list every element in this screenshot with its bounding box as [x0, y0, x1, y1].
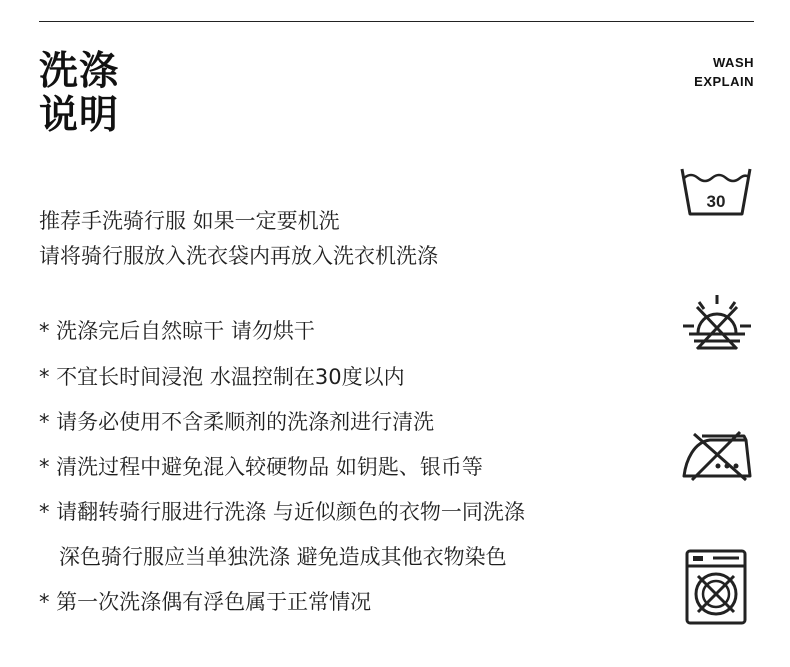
care-note-turn-inside-out: * 请翻转骑行服进行洗涤 与近似颜色的衣物一同洗涤 [39, 500, 525, 524]
intro-line-2: 请将骑行服放入洗衣袋内再放入洗衣机洗涤 [39, 244, 438, 268]
subtitle-line-1: WASH [713, 55, 754, 70]
page-title [39, 50, 119, 138]
intro-line-1: 推荐手洗骑行服 如果一定要机洗 [39, 209, 340, 233]
care-note-dry-naturally: * 洗涤完后自然晾干 请勿烘干 [39, 319, 315, 343]
page-subtitle [694, 53, 754, 91]
wash-30-icon [679, 166, 753, 218]
no-tumble-dry-icon [684, 548, 748, 626]
no-iron-icon [680, 430, 754, 482]
subtitle-line-2: EXPLAIN [694, 74, 754, 89]
no-sun-dry-icon [681, 293, 753, 355]
care-note-no-hard-objects: * 清洗过程中避免混入较硬物品 如钥匙、银币等 [39, 455, 483, 479]
care-note-dark-separately: 深色骑行服应当单独洗涤 避免造成其他衣物染色 [59, 545, 507, 569]
care-note-soak-temperature: * 不宜长时间浸泡 水温控制在30度以内 [39, 365, 405, 389]
title-line-1: 洗涤 [39, 49, 120, 94]
care-note-first-wash-color: * 第一次洗涤偶有浮色属于正常情况 [39, 590, 372, 614]
intro-text [39, 204, 438, 274]
title-line-2: 说明 [39, 93, 120, 138]
care-note-no-softener: * 请务必使用不含柔顺剂的洗涤剂进行清洗 [39, 410, 435, 434]
top-divider [39, 21, 754, 22]
wash-temperature-label: 30 [706, 192, 726, 211]
